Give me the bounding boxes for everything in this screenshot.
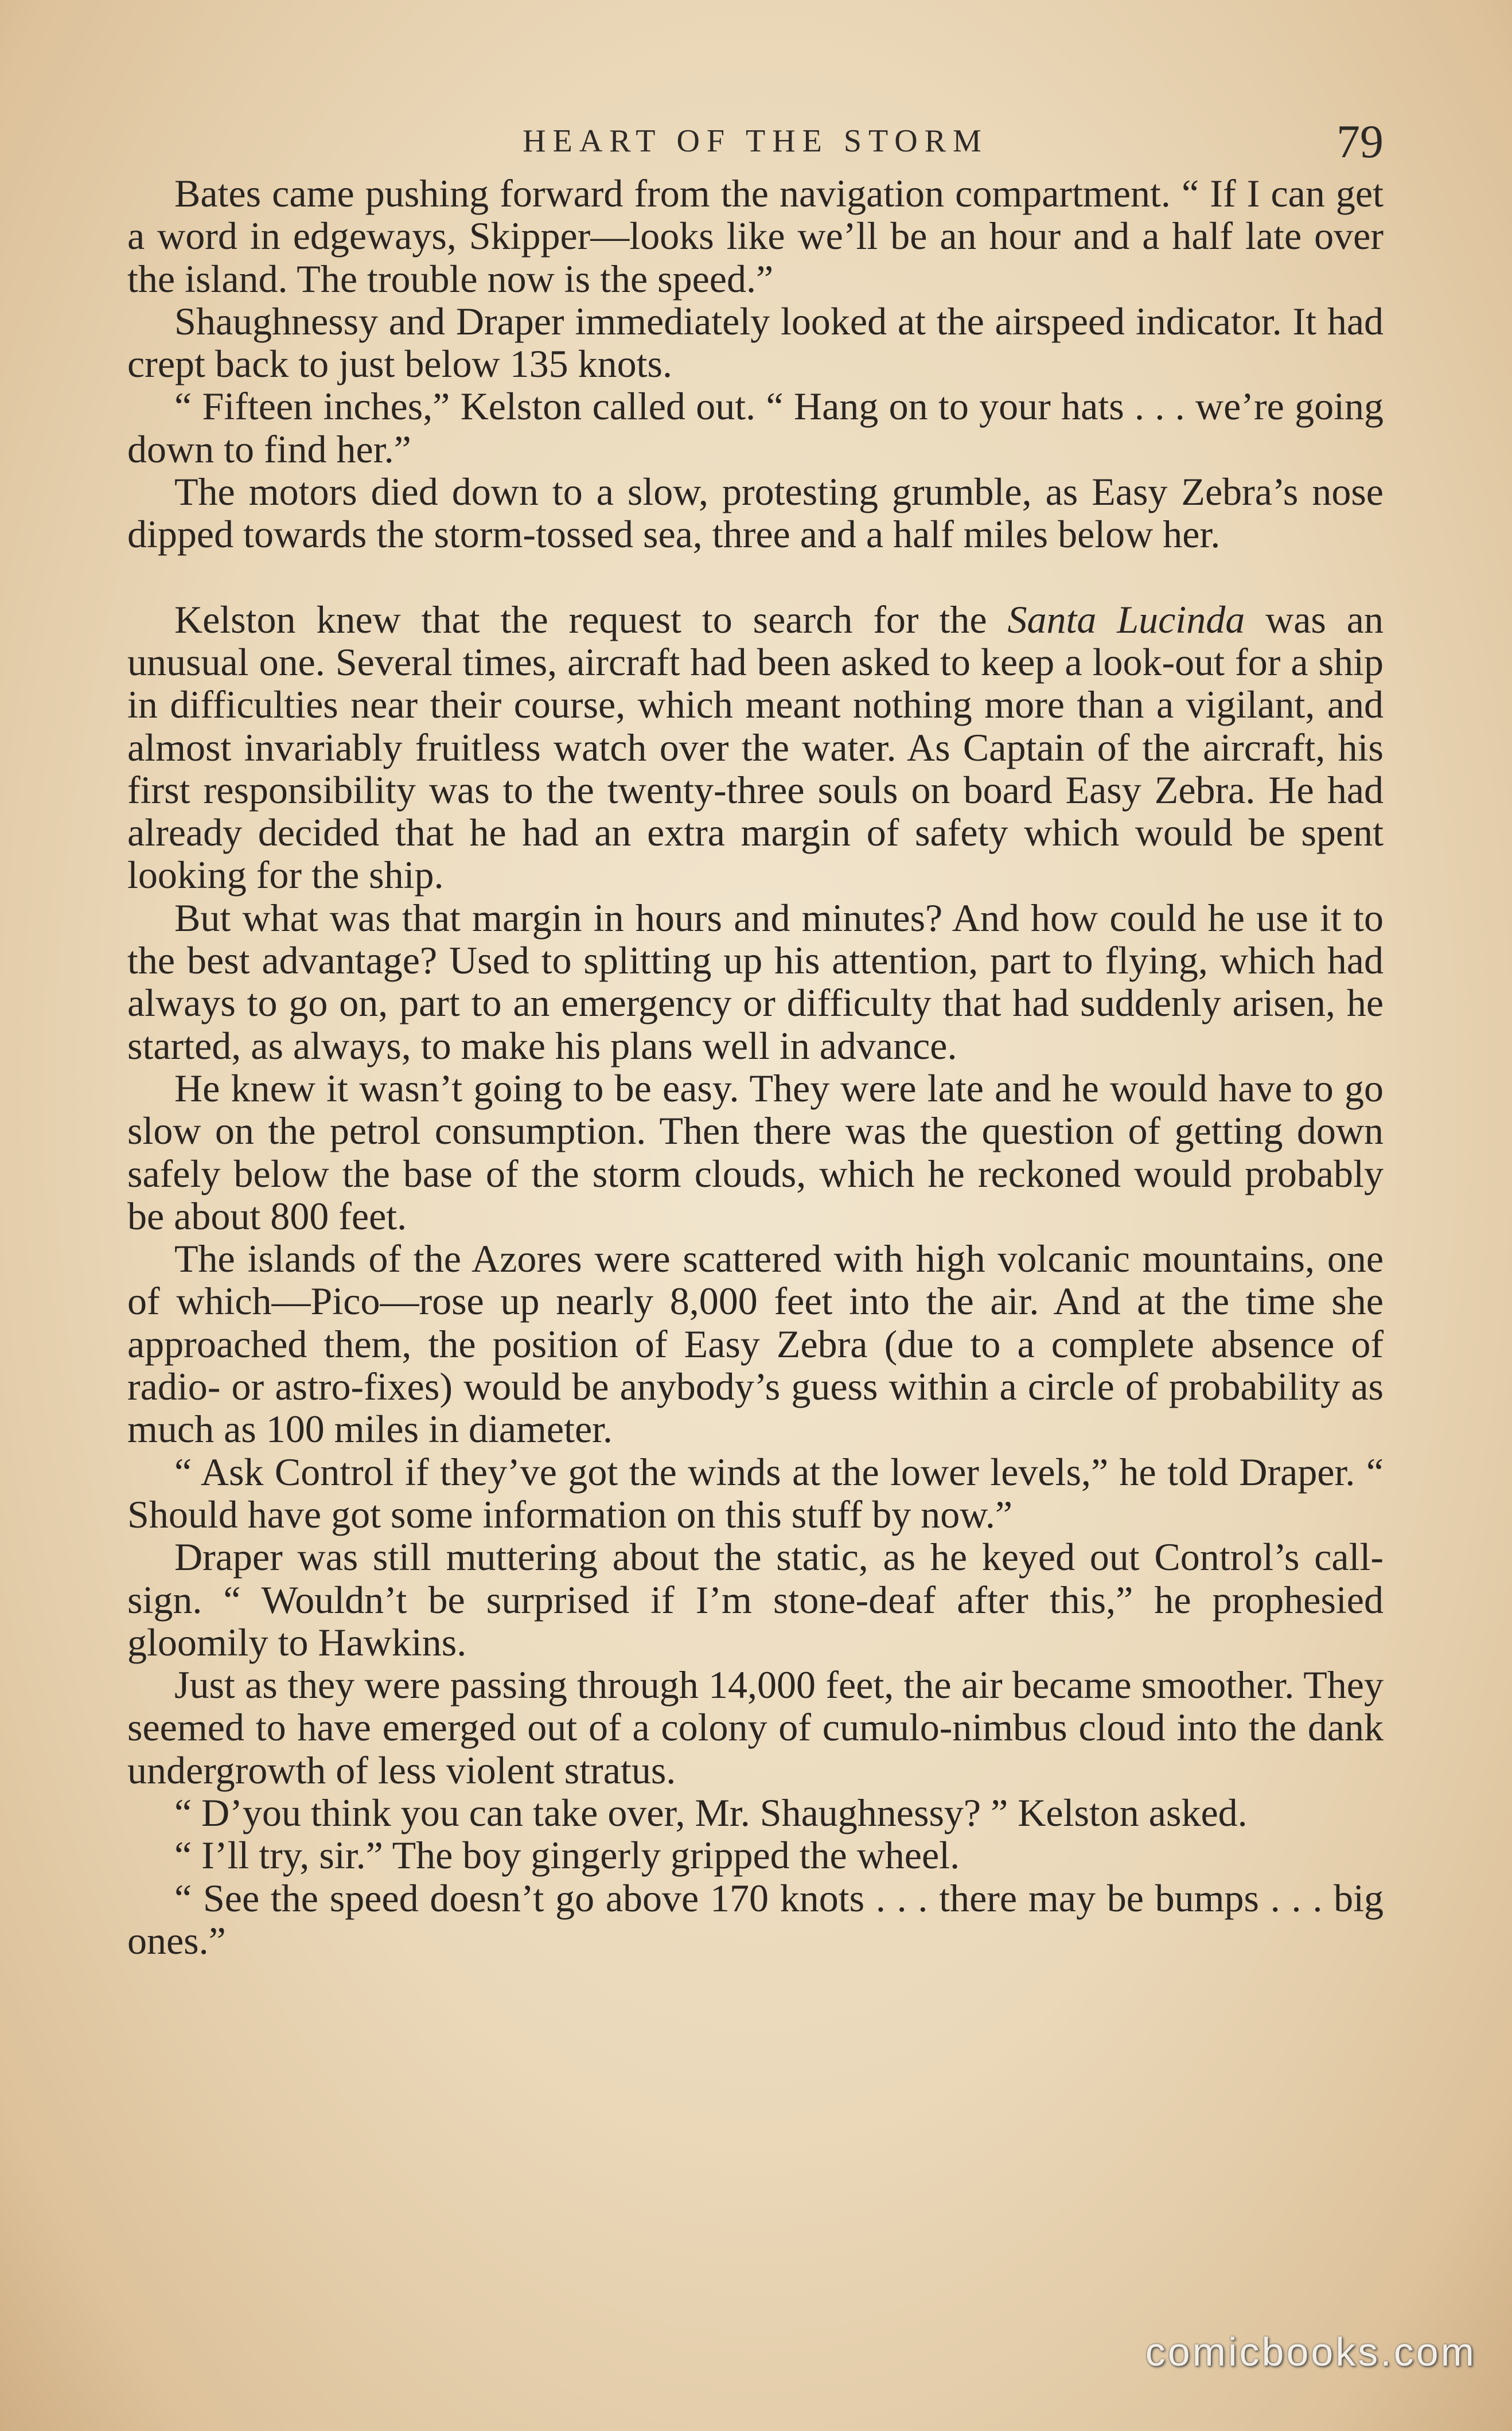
paragraph: But what was that margin in hours and minutes? And how could he use it to the best advantage? Used to splitting up his attention, part to flying, which had always to go on, part to an emergency or difficulty that had suddenly arisen, he started, as always, to make his plans well in advance.	[127, 895, 1384, 1068]
paragraph: “ See the speed doesn’t go above 170 knots . . . there may be bumps . . . big ones.”	[127, 1876, 1384, 1962]
paragraph-text: Kelston knew that the request to search for the	[174, 597, 1008, 641]
page-number: 79	[1336, 115, 1384, 167]
paragraph: He knew it wasn’t going to be easy. They were late and he would have to go slow on the petrol consumption. Then there was the question of getting down safely below the base of the storm clouds, which he reckoned would probably be about 800 feet.	[127, 1066, 1384, 1238]
paragraph: The motors died down to a slow, protesting grumble, as Easy Zebra’s nose dipped towards the storm-tossed sea, three and a half miles below her.	[127, 470, 1384, 556]
paragraph: “ I’ll try, sir.” The boy gingerly gripped the wheel.	[174, 1833, 960, 1877]
paragraph: “ Fifteen inches,” Kelston called out. “ Hang on to your hats . . . we’re going down to find her.”	[127, 384, 1384, 471]
paragraph: The islands of the Azores were scattered with high volcanic mountains, one of which—Pico—rose up nearly 8,000 feet into the air. And at the time she approached them, the position of Easy Zebra (due to a complete absence of radio- or astro-fixes) would be anybody’s guess within a circle of probability as much as 100 miles in diameter.	[127, 1237, 1384, 1451]
paragraph: “ Ask Control if they’ve got the winds at the lower levels,” he told Draper. “ Should have got some information on this stuff by now.”	[127, 1450, 1384, 1536]
watermark: comicbooks.com	[1145, 2329, 1476, 2374]
paragraph: Bates came pushing forward from the navigation compartment. “ If I can get a word in edgeways, Skipper—looks like we’ll be an hour and a half late over the island. The trouble now is the speed.”	[127, 172, 1384, 301]
paragraph-text: was an unusual one. Several times, aircraft had been asked to keep a look-out for a ship in difficulties near their course, which meant nothing more than a vigilant, and almost invariably fruitless watch over the water. As Captain of the aircraft, his first responsibility was to the twenty-three souls on board Easy Zebra. He had already decided that he had an extra margin of safety which would be spent looking for the ship.	[127, 597, 1384, 897]
running-head: HEART OF THE STORM	[523, 123, 988, 159]
body-text	[127, 172, 1384, 1962]
page-header	[127, 115, 1384, 178]
paragraph: Shaughnessy and Draper immediately looked at the airspeed indicator. It had crept back to just below 135 knots.	[127, 299, 1384, 386]
paragraph: “ D’you think you can take over, Mr. Shaughnessy? ” Kelston asked.	[174, 1790, 1248, 1834]
paragraph: Draper was still muttering about the static, as he keyed out Control’s call-sign. “ Wouldn’t be surprised if I’m stone-deaf after this,” he prophesied gloomily to Hawkins.	[127, 1535, 1384, 1664]
paragraph: Just as they were passing through 14,000 feet, the air became smoother. They seemed to have emerged out of a colony of cumulo-nimbus cloud into the dank undergrowth of less violent stratus.	[127, 1663, 1384, 1792]
ship-name: Santa Lucinda	[1007, 597, 1245, 641]
paragraph	[127, 598, 1384, 897]
